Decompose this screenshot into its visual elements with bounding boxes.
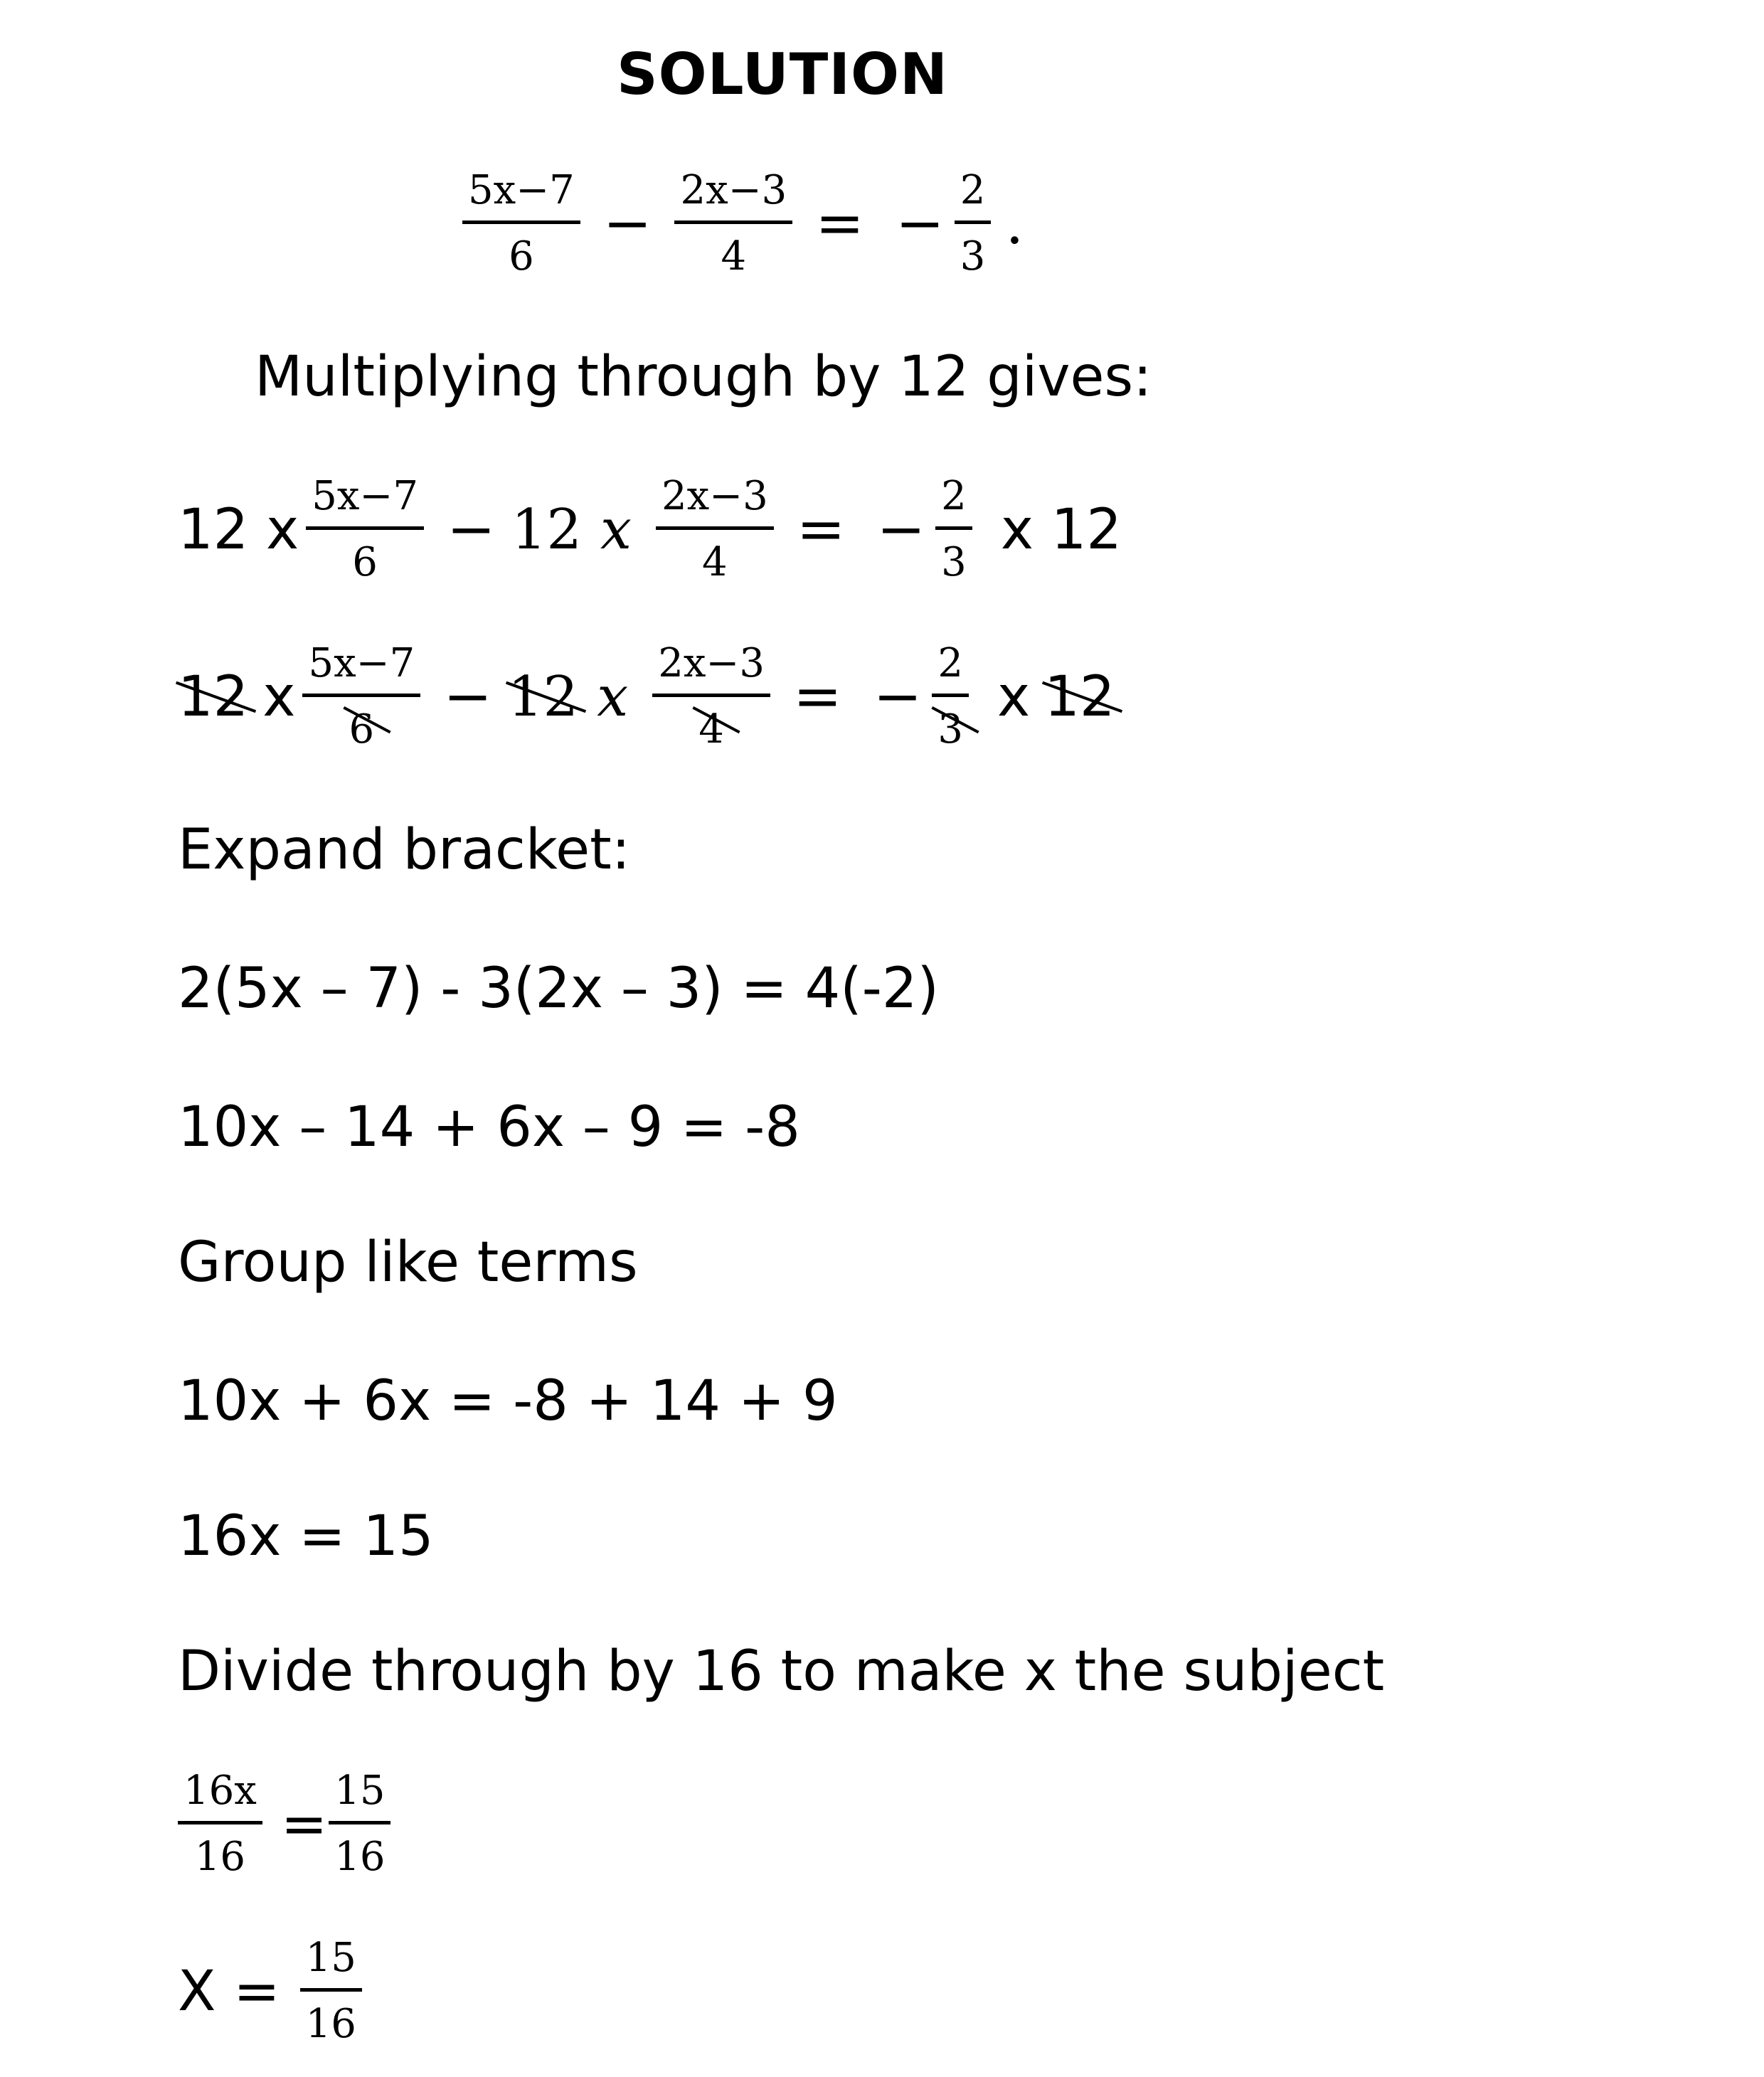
equals-sign: = [792, 663, 842, 731]
fraction-numerator: 2x−3 [652, 644, 770, 697]
expand-label: Expand bracket: [178, 818, 630, 882]
fraction-numerator [178, 1768, 262, 1824]
page-title: SOLUTION [616, 41, 948, 107]
fraction-denominator: 3 [941, 539, 967, 585]
fraction-5x-7-over-6 [462, 167, 580, 280]
fraction-2x-3-over-4 [652, 640, 770, 753]
numerator-text: 16x [184, 1768, 257, 1814]
fraction-numerator: 15 [329, 1771, 390, 1824]
cancelled-12: 12 [507, 664, 579, 729]
period: . [1005, 190, 1024, 257]
equals-sign: = [796, 496, 846, 563]
cancel-step-equation [178, 640, 1115, 753]
fraction-denominator: 16 [334, 1834, 386, 1880]
times-x: x [997, 664, 1031, 729]
cancelled-denominator-4: 4 [693, 697, 730, 750]
variable-x: x [597, 664, 629, 729]
coefficient-12-x: 12 x [178, 497, 299, 562]
step-multiply-label: Multiplying through by 12 gives: [255, 345, 1152, 409]
fraction-numerator: 2 [935, 477, 972, 530]
equation-16x-15: 16x = 15 [178, 1504, 434, 1568]
cancelled-12: 12 [1044, 664, 1115, 729]
grouped-equation: 10x + 6x = -8 + 14 + 9 [178, 1369, 838, 1433]
fraction-2-over-3 [955, 167, 992, 280]
fraction-numerator: 2 [955, 171, 992, 224]
cancelled-12: 12 [178, 664, 249, 729]
fraction-2x-3-over-4 [674, 167, 792, 280]
fraction-denominator: 6 [509, 233, 534, 280]
fraction-16x-over-16 [178, 1768, 262, 1880]
equals-sign: = [815, 190, 864, 257]
cancelled-denominator-6: 6 [344, 697, 381, 750]
fraction-numerator: 2 [932, 644, 969, 697]
fraction-denominator: 4 [721, 233, 747, 280]
original-equation [455, 167, 1039, 280]
fraction-denominator: 16 [194, 1834, 246, 1880]
times-x: x [262, 664, 296, 729]
group-label: Group like terms [178, 1231, 638, 1295]
variable-x: x [600, 497, 632, 562]
divide-label: Divide through by 16 to make x the subject [178, 1640, 1385, 1704]
coefficient-12: 12 [511, 497, 582, 562]
fraction-denominator: 6 [352, 539, 378, 585]
divide-step-equation [171, 1768, 398, 1880]
fraction-numerator: 2x−3 [656, 477, 774, 530]
fraction-5x-7-over-6 [302, 640, 420, 753]
multiply-step-equation [178, 473, 1122, 585]
expanded-equation: 10x – 14 + 6x – 9 = -8 [178, 1095, 800, 1159]
expand-equation: 2(5x – 7) - 3(2x – 3) = 4(-2) [178, 957, 939, 1021]
equals-sign: = [280, 1792, 328, 1856]
times-12: x 12 [1000, 497, 1122, 562]
minus-sign: − [446, 496, 496, 563]
minus-sign: − [443, 663, 492, 731]
fraction-15-over-16 [300, 1935, 362, 2047]
fraction-2-over-3 [932, 640, 969, 753]
negative-sign: − [876, 496, 926, 563]
cancelled-denominator-3: 3 [932, 697, 969, 750]
fraction-numerator: 2x−3 [674, 171, 792, 224]
fraction-2x-3-over-4 [656, 473, 774, 585]
final-lhs: X = [178, 1959, 280, 2024]
fraction-denominator: 4 [702, 539, 728, 585]
fraction-numerator: 5x−7 [462, 171, 580, 224]
fraction-denominator: 16 [305, 2001, 356, 2047]
fraction-15-over-16 [329, 1768, 390, 1880]
fraction-5x-7-over-6 [306, 473, 424, 585]
negative-sign: − [895, 190, 945, 257]
fraction-denominator: 3 [960, 233, 986, 280]
minus-sign: − [602, 190, 652, 257]
final-answer [178, 1935, 369, 2047]
fraction-numerator: 15 [300, 1938, 362, 1992]
fraction-2-over-3 [935, 473, 972, 585]
negative-sign: − [873, 663, 923, 731]
fraction-numerator: 5x−7 [306, 477, 424, 530]
fraction-numerator: 5x−7 [302, 644, 420, 697]
